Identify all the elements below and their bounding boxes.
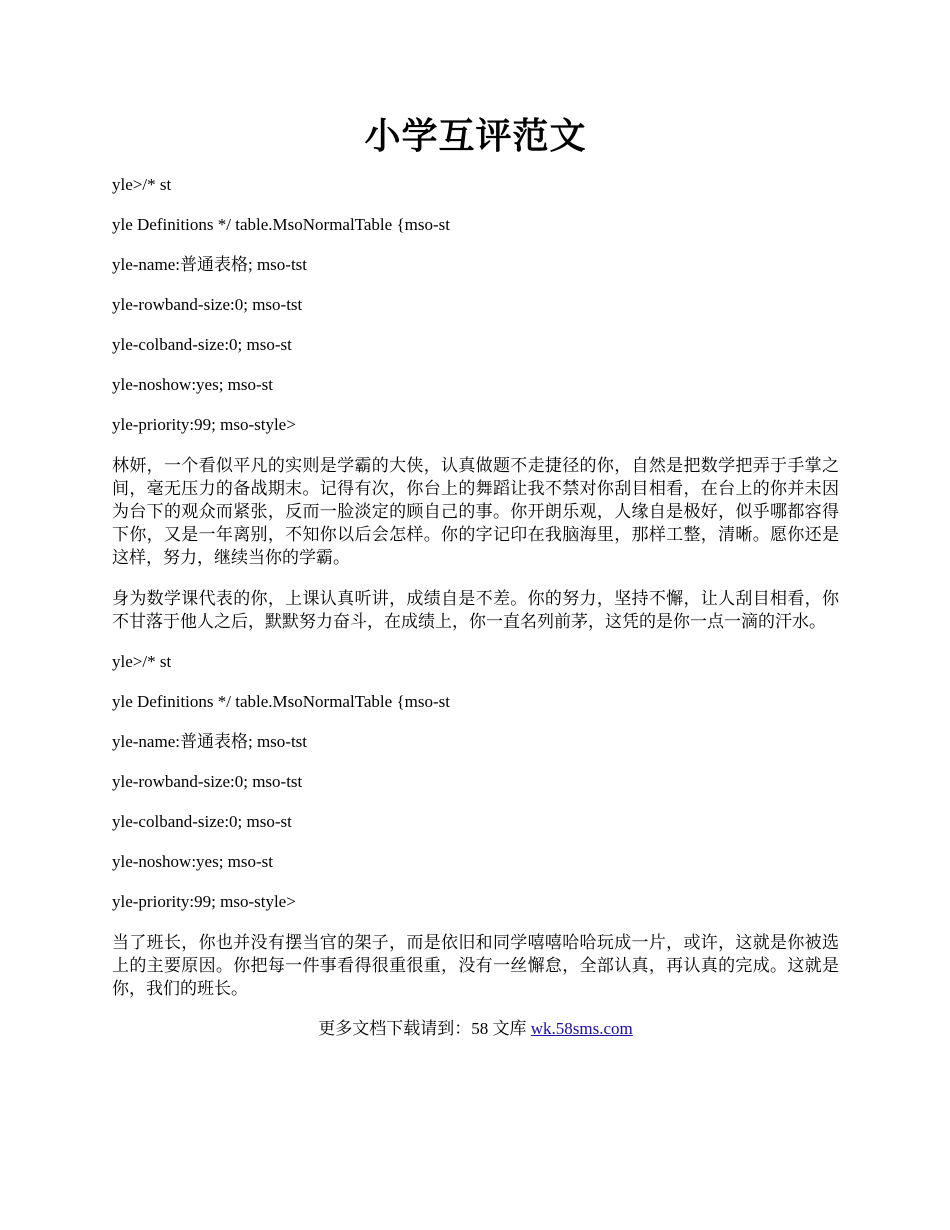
style-code-line: yle-colband-size:0; mso-st <box>112 335 292 354</box>
footer-link[interactable]: wk.58sms.com <box>530 1019 633 1038</box>
style-code-line: yle Definitions */ table.MsoNormalTable {mso-st <box>112 215 450 234</box>
footer-text: 更多文档下载请到：58 文库 <box>318 1019 531 1038</box>
style-code-line: yle-noshow:yes; mso-st <box>112 375 274 394</box>
style-code-line: yle-colband-size:0; mso-st <box>112 812 292 831</box>
body-paragraph: 当了班长，你也并没有摆当官的架子，而是依旧和同学嘻嘻哈哈玩成一片，或许，这就是你被选上的主要原因。你把每一件事看得很重很重，没有一丝懈怠，全部认真，再认真的完成。这就是你，我们的班长。 <box>112 933 839 998</box>
style-code-line: yle-rowband-size:0; mso-tst <box>112 772 303 791</box>
style-code-line: yle-name:普通表格; mso-tst <box>112 732 308 751</box>
style-code-line: yle-rowband-size:0; mso-tst <box>112 295 303 314</box>
style-code-line: yle>/* st <box>112 175 172 194</box>
body-paragraph: 林妍，一个看似平凡的实则是学霸的大侠，认真做题不走捷径的你，自然是把数学把弄于手掌之间，毫无压力的备战期末。记得有次，你台上的舞蹈让我不禁对你刮目相看，在台上的你并未因为台下的观众而紧张，反而一脸淡定的顾自己的事。你开朗乐观，人缘自是极好，似乎哪都容得下你，又是一年离别，不知你以后会怎样。你的字记印在我脑海里，那样工整，清晰。愿你还是这样，努力，继续当你的学霸。 <box>112 456 839 567</box>
style-code-line: yle-priority:99; mso-style> <box>112 415 296 434</box>
body-paragraph: 身为数学课代表的你，上课认真听讲，成绩自是不差。你的努力，坚持不懈，让人刮目相看，你不甘落于他人之后，默默努力奋斗，在成绩上，你一直名列前茅，这凭的是你一点一滴的汗水。 <box>112 589 839 631</box>
style-code-line: yle-noshow:yes; mso-st <box>112 852 274 871</box>
style-code-line: yle>/* st <box>112 652 172 671</box>
document-title: 小学互评范文 <box>364 116 587 156</box>
style-code-line: yle Definitions */ table.MsoNormalTable {mso-st <box>112 692 450 711</box>
style-code-line: yle-priority:99; mso-style> <box>112 892 296 911</box>
document-page <box>112 110 839 1040</box>
style-code-line: yle-name:普通表格; mso-tst <box>112 255 308 274</box>
download-footer <box>112 1018 839 1040</box>
